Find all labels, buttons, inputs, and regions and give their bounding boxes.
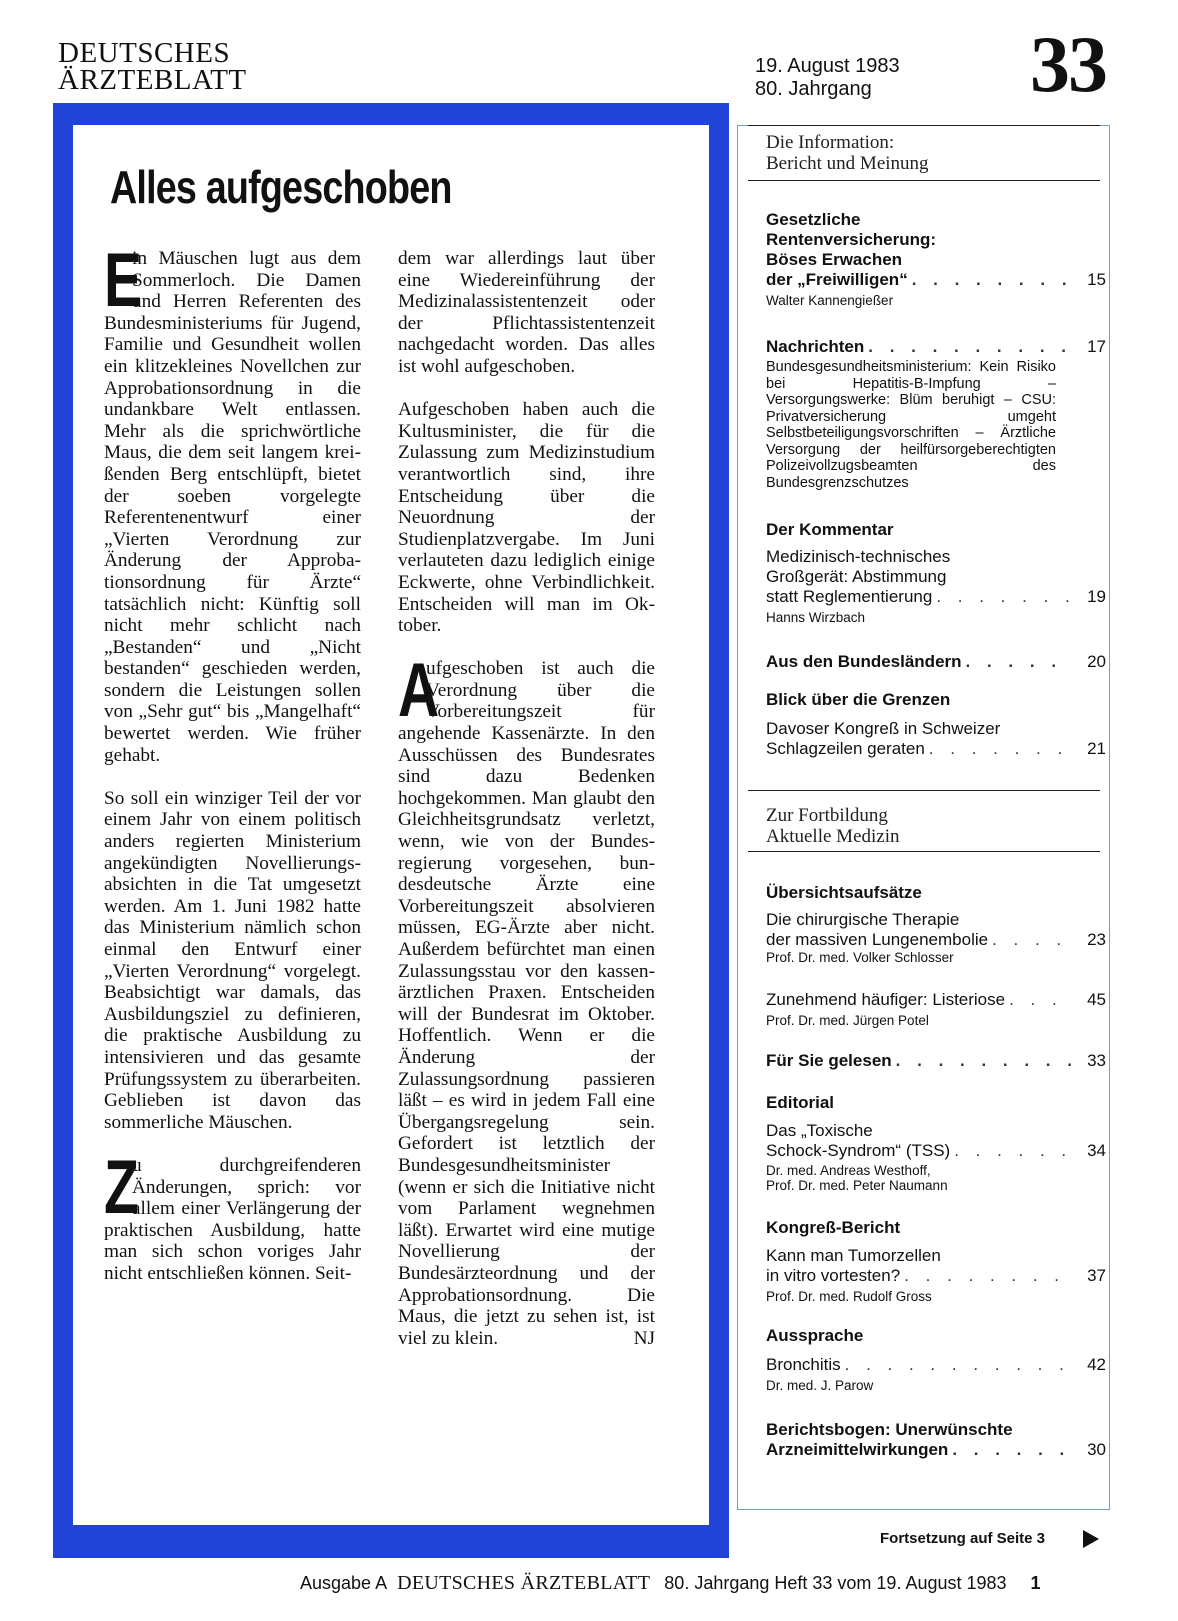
toc-entry-uebersicht[interactable] bbox=[766, 883, 1106, 966]
leader-dots bbox=[868, 337, 1072, 357]
section-heading-line: Aktuelle Medizin bbox=[766, 826, 900, 847]
toc-entry-berichtsbogen[interactable] bbox=[766, 1420, 1106, 1460]
toc-author: Prof. Dr. med. Volker Schlosser bbox=[766, 950, 954, 965]
page-number: 30 bbox=[1087, 1440, 1106, 1459]
divider bbox=[748, 180, 1100, 181]
leader-dots bbox=[992, 930, 1072, 950]
toc-entry-listeriose[interactable] bbox=[766, 990, 1106, 1029]
page-number: 20 bbox=[1087, 652, 1106, 671]
arrow-right-icon bbox=[1083, 1530, 1099, 1548]
toc-entry-gelesen[interactable] bbox=[766, 1051, 1106, 1071]
toc-title: Aus den Bundesländern bbox=[766, 652, 962, 671]
toc-entry-kommentar[interactable] bbox=[766, 520, 1106, 626]
toc-title: in vitro vortesten? bbox=[766, 1266, 901, 1285]
toc-author: Prof. Dr. med. Jürgen Potel bbox=[766, 1013, 929, 1028]
toc-title: Für Sie gelesen bbox=[766, 1051, 892, 1070]
toc-entry-kongress[interactable] bbox=[766, 1218, 1106, 1305]
toc-section-head: Kongreß-Bericht bbox=[766, 1218, 901, 1237]
drop-cap: A bbox=[398, 648, 440, 734]
article-title: Alles aufgeschoben bbox=[110, 161, 452, 213]
article-column-2 bbox=[398, 248, 655, 1371]
leader-dots bbox=[912, 270, 1072, 290]
leader-dots bbox=[954, 1141, 1072, 1161]
page-number: 21 bbox=[1087, 739, 1106, 758]
toc-summary: Bundesgesundheitsministerium: Kein Risiko bei Hepatitis-B-Impfung – Versorgungswerke: Blüm beruhigt – CSU: Privatversicherung umgeht Selbstbeteiligungsvorschriften – Ärztliche Versorgung der heilfürsorgeberechtigten Polizeivollzugsbeamten des Bundesgrenzschutzes bbox=[766, 359, 1056, 491]
paragraph bbox=[104, 1144, 361, 1285]
page-number: 42 bbox=[1087, 1355, 1106, 1374]
section-heading-line: Bericht und Meinung bbox=[766, 153, 929, 174]
footer-journal: DEUTSCHES ÄRZTEBLATT bbox=[397, 1572, 651, 1594]
leader-dots bbox=[896, 1051, 1072, 1071]
toc-author: Dr. med. J. Parow bbox=[766, 1378, 874, 1393]
toc-entry-grenzen[interactable] bbox=[766, 690, 1106, 759]
toc-entry-rentenversicherung[interactable] bbox=[766, 210, 1106, 309]
leader-dots bbox=[1009, 990, 1072, 1010]
toc-entry-editorial[interactable] bbox=[766, 1093, 1106, 1193]
toc-title: Schock-Syndrom“ (TSS) bbox=[766, 1141, 951, 1160]
issue-number: 33 bbox=[1030, 21, 1106, 109]
paragraph-text: in Mäuschen lugt aus dem Sommerloch. Die Damen und Herren Referenten des Bundesministeriums für Jugend, Familie und Gesundheit wollen ein klitzekleines Novellchen zur Approbationsordnung in die undankbare Welt entlassen. Mehr als die sprichwörtliche Maus, die dem seit langem kreißenden Berg entschlüpft, bietet der soeben vorgelegte Referentenentwurf einer „Vierten Verordnung zur Änderung der Approbationsordnung für Ärzte“ tatsächlich nicht: Künftig soll nicht mehr schlicht nach „Bestanden“ und „Nicht bestanden“ geschieden werden, sondern die Leistungen sollen von „Sehr gut“ bis „Mangelhaft“ bewertet werden. Wie früher gehabt. bbox=[104, 248, 361, 766]
divider bbox=[748, 790, 1100, 791]
masthead bbox=[58, 37, 358, 96]
divider bbox=[748, 125, 1100, 126]
paragraph-text: So soll ein winziger Teil der vor einem Jahr von einem politisch anders regierten Ministerium angekündigten Novellierungsabsichten in die Tat umgesetzt werden. Am 1. Juni 1982 hatte das Ministerium nämlich schon einmal den Entwurf einer „Vierten Verordnung“ vorgelegt. Beabsichtigt war damals, das Ausbildungsziel zu definieren, die praktische Ausbildung zu intensivieren und das gesamte Prüfungssystem zu überarbeiten. Geblieben ist davon das sommerliche Mäuschen. bbox=[104, 787, 361, 1133]
paragraph-text: u durchgreifenderen Änderungen, sprich: vor allem einer Verlängerung der praktischen Ausbildung, hatte man sich schon voriges Jahr nicht entschließen können. Seit- bbox=[104, 1154, 361, 1284]
toc-title: Böses Erwachen bbox=[766, 250, 903, 269]
toc-title: Gesetzliche bbox=[766, 210, 861, 229]
page-footer bbox=[300, 1572, 1041, 1595]
toc-title: Die chirurgische Therapie bbox=[766, 910, 960, 929]
toc-title: der „Freiwilligen“ bbox=[766, 270, 908, 289]
toc-title: Schlagzeilen geraten bbox=[766, 739, 925, 758]
page-number: 17 bbox=[1087, 337, 1106, 356]
toc-author: Prof. Dr. med. Rudolf Gross bbox=[766, 1289, 932, 1304]
leader-dots bbox=[904, 1266, 1072, 1286]
leader-dots bbox=[952, 1440, 1072, 1460]
toc-section-head: Editorial bbox=[766, 1093, 835, 1112]
toc-title: Davoser Kongreß in Schweizer bbox=[766, 719, 1001, 738]
toc-author: Walter Kannengießer bbox=[766, 293, 894, 308]
section-heading-information bbox=[766, 132, 929, 174]
leader-dots bbox=[929, 739, 1072, 759]
toc-title: Das „Toxische bbox=[766, 1121, 873, 1140]
paragraph-text: dem war allerdings laut über eine Wiedereinführung der Medizinalassistentenzeit oder der Pflichtassistentenzeit nachgedacht worden. Das alles ist wohl aufgeschoben. bbox=[398, 248, 655, 377]
drop-cap: Z bbox=[104, 1144, 139, 1230]
toc-author: Dr. med. Andreas Westhoff, bbox=[766, 1163, 931, 1178]
leader-dots bbox=[845, 1355, 1072, 1375]
masthead-line-2: ÄRZTEBLATT bbox=[58, 64, 247, 96]
page-number: 19 bbox=[1087, 587, 1106, 606]
page-number: 34 bbox=[1087, 1141, 1106, 1160]
paragraph-text: Aufgeschoben haben auch die Kultusminister, die für die Zulassung zum Medizinstudium verantwortlich sind, ihre Entscheidung über die Neuordnung der Studienplatzvergabe. Im Juni verlauteten dazu lediglich einige Eckwerte, ohne Verbindlichkeit. Entscheiden will man im Oktober. bbox=[398, 399, 655, 637]
toc-author: Hanns Wirzbach bbox=[766, 610, 866, 625]
article-column-1 bbox=[104, 238, 361, 1306]
paragraph bbox=[398, 399, 655, 637]
page-number: 1 bbox=[1030, 1573, 1041, 1593]
toc-section-head: Der Kommentar bbox=[766, 520, 894, 539]
section-heading-line: Die Information: bbox=[766, 132, 895, 153]
drop-cap: E bbox=[104, 238, 143, 323]
toc-title: Rentenversicherung: bbox=[766, 230, 937, 249]
paragraph bbox=[104, 788, 361, 1134]
toc-title: Medizinisch-technisches bbox=[766, 547, 951, 566]
leader-dots bbox=[966, 652, 1072, 672]
page-number: 23 bbox=[1087, 930, 1106, 949]
footer-issue-info: 80. Jahrgang Heft 33 vom 19. August 1983 bbox=[664, 1573, 1007, 1593]
paragraph bbox=[398, 248, 655, 378]
toc-section-head: Aussprache bbox=[766, 1326, 864, 1345]
toc-title: Großgerät: Abstimmung bbox=[766, 567, 947, 586]
toc-title: Arzneimittelwirkungen bbox=[766, 1440, 949, 1459]
toc-title: Bronchitis bbox=[766, 1355, 841, 1374]
page-number: 33 bbox=[1087, 1051, 1106, 1070]
page-number: 37 bbox=[1087, 1266, 1106, 1285]
page-number: 15 bbox=[1087, 270, 1106, 289]
section-heading-line: Zur Fortbildung bbox=[766, 805, 888, 826]
toc-title: Berichtsbogen: Unerwünschte bbox=[766, 1420, 1013, 1439]
toc-title: der massiven Lungenembolie bbox=[766, 930, 989, 949]
masthead-line-1: DEUTSCHES bbox=[58, 37, 231, 69]
divider bbox=[748, 851, 1100, 852]
section-heading-fortbildung bbox=[766, 805, 900, 847]
continued-link[interactable]: Fortsetzung auf Seite 3 bbox=[880, 1530, 1046, 1547]
leader-dots bbox=[936, 587, 1072, 607]
paragraph bbox=[104, 238, 361, 766]
toc-section-head: Übersichtsaufsätze bbox=[766, 883, 922, 902]
paragraph bbox=[398, 648, 655, 1349]
toc-entry-aussprache[interactable] bbox=[766, 1326, 1106, 1394]
toc-entry-nachrichten[interactable] bbox=[766, 337, 1106, 491]
toc-title: Kann man Tumorzellen bbox=[766, 1246, 941, 1265]
page-number: 45 bbox=[1087, 990, 1106, 1009]
issue-volume: 80. Jahrgang bbox=[755, 78, 872, 100]
toc-section-head: Blick über die Grenzen bbox=[766, 690, 951, 709]
issue-info bbox=[755, 55, 900, 101]
toc-author: Prof. Dr. med. Peter Naumann bbox=[766, 1178, 948, 1193]
paragraph-text: ufgeschoben ist auch die Verordnung über die Vorbereitungszeit für angehende Kassenärzte. In den Ausschüssen des Bundesrates sind dazu Bedenken hochgekommen. Man glaubt den Gleichheitsgrundsatz verletzt, wenn, wie von der Bundesregierung vorgesehen, bundesdeutsche Ärzte eine Vorbereitungszeit absolvieren müssen, EG-Ärzte aber nicht. Außerdem befürchtet man einen Zulassungsstau vor den kassenärztlichen Praxen. Entscheiden will der Bundesrat im Oktober. Hoffentlich. Wenn er die Änderung der Zulassungsordnung passieren läßt – es wird in jedem Fall eine Übergangsregelung sein. Gefordert ist letztlich der Bundesgesundheitsminister (wenn er sich die Initiative nicht vom Parlament wegnehmen läßt). Erwartet wird eine mutige Novellierung der Bundesärzteordnung und der Approbationsordnung. Die Maus, die jetzt zu sehen ist, ist viel zu klein. bbox=[398, 658, 655, 1349]
toc-title: Zunehmend häufiger: Listeriose bbox=[766, 990, 1006, 1009]
footer-edition: Ausgabe A bbox=[300, 1573, 388, 1593]
toc-title: Nachrichten bbox=[766, 337, 865, 356]
author-signature: NJ bbox=[633, 1327, 655, 1349]
issue-date: 19. August 1983 bbox=[755, 55, 900, 77]
toc-title: statt Reglementierung bbox=[766, 587, 933, 606]
toc-entry-bundeslaender[interactable] bbox=[766, 652, 1106, 672]
